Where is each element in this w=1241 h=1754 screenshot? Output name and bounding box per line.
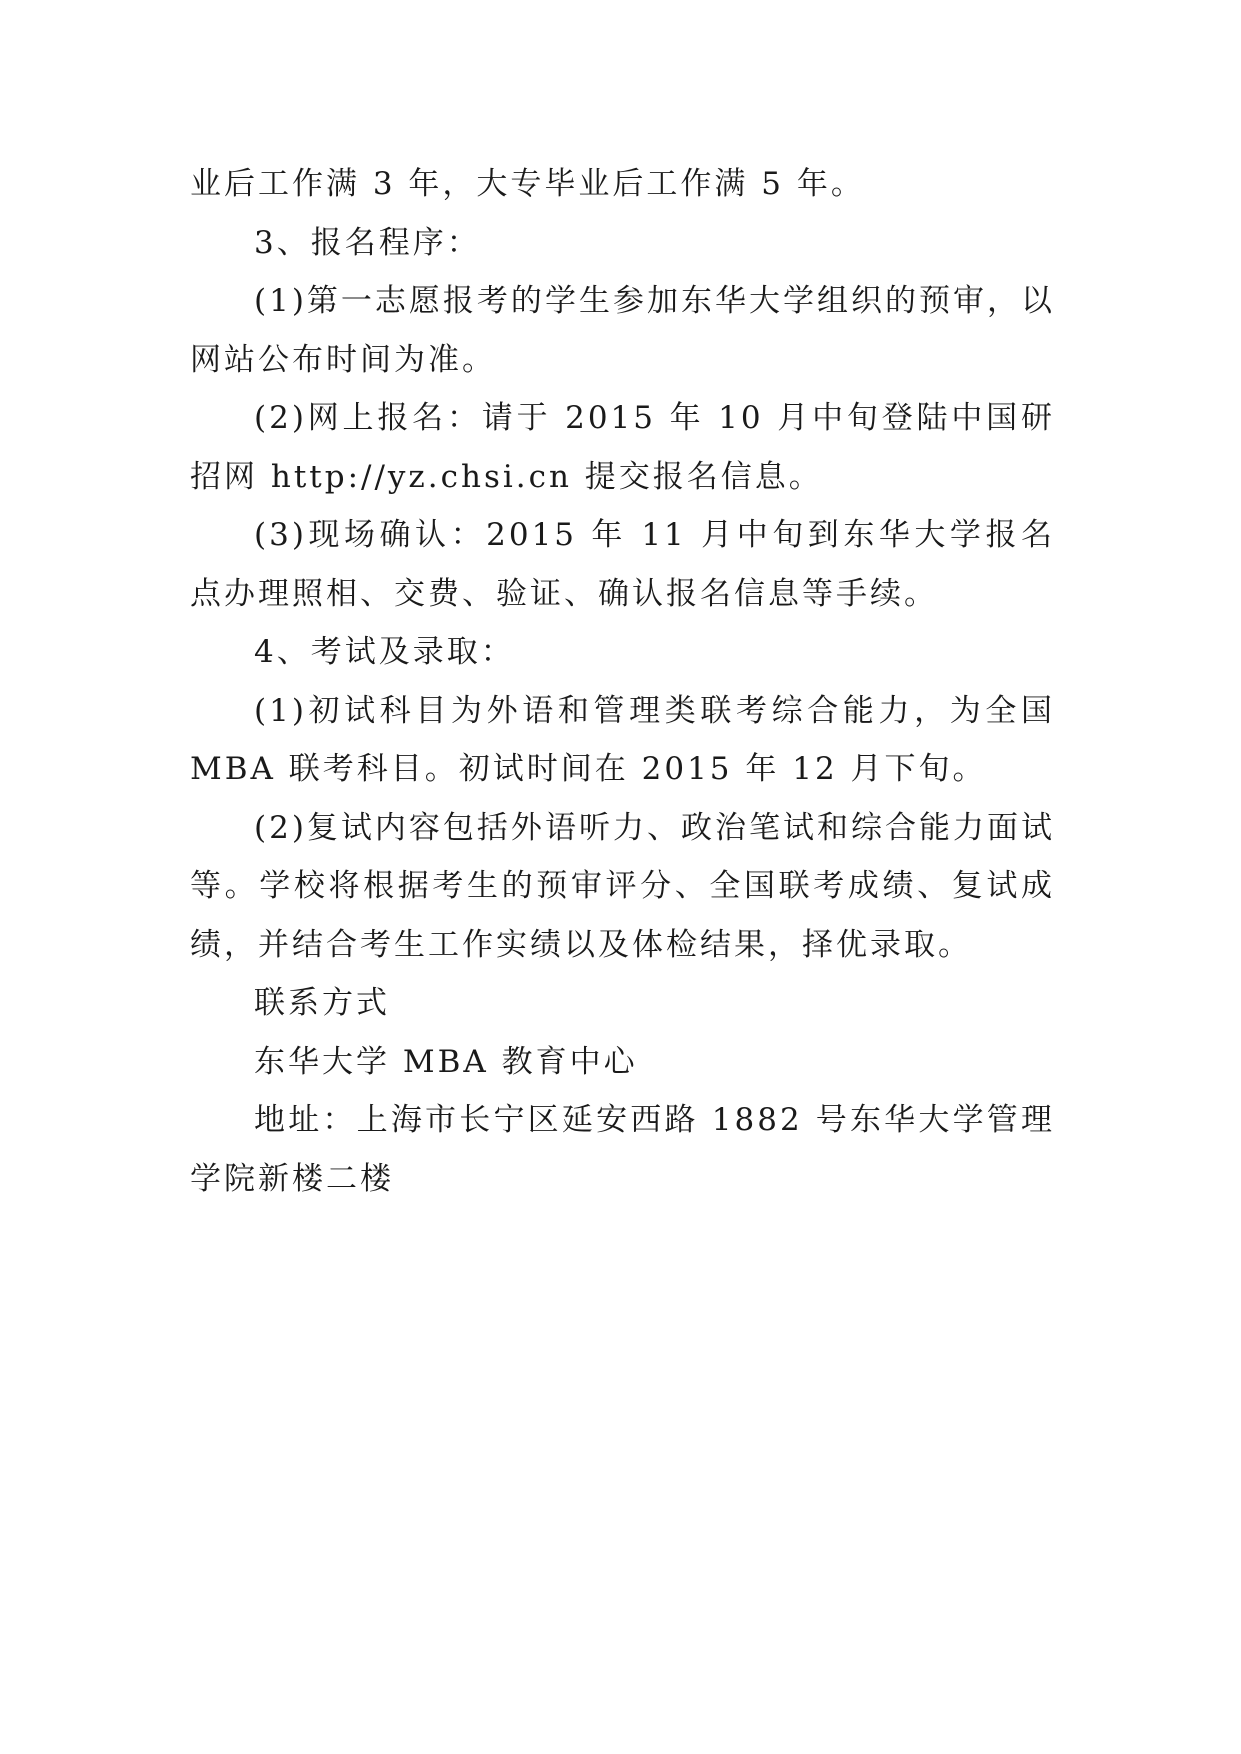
document-body: [190, 155, 1055, 1208]
paragraph-on-site-confirmation: (3)现场确认：2015 年 11 月中旬到东华大学报名点办理照相、交费、验证、确认报名信息等手续。: [190, 517, 1055, 612]
heading-exam-admission: 4、考试及录取：: [254, 634, 515, 670]
heading-contact: 联系方式: [254, 985, 390, 1021]
contact-address: 地址：上海市长宁区延安西路 1882 号东华大学管理学院新楼二楼: [190, 1102, 1055, 1197]
paragraph-online-registration: (2)网上报名：请于 2015 年 10 月中旬登陆中国研招网 http://yz.chsi.cn 提交报名信息。: [190, 400, 1055, 495]
paragraph-work-requirement: 业后工作满 3 年，大专毕业后工作满 5 年。: [190, 166, 865, 202]
contact-organization: 东华大学 MBA 教育中心: [254, 1043, 638, 1080]
paragraph-re-exam: (2)复试内容包括外语听力、政治笔试和综合能力面试等。学校将根据考生的预审评分、全国联考成绩、复试成绩，并结合考生工作实绩以及体检结果，择优录取。: [190, 809, 1055, 963]
paragraph-pre-review: (1)第一志愿报考的学生参加东华大学组织的预审，以网站公布时间为准。: [190, 283, 1055, 378]
paragraph-preliminary-exam: (1)初试科目为外语和管理类联考综合能力，为全国 MBA 联考科目。初试时间在 2015 年 12 月下旬。: [190, 692, 1055, 787]
heading-registration-procedure: 3、报名程序：: [254, 224, 481, 261]
